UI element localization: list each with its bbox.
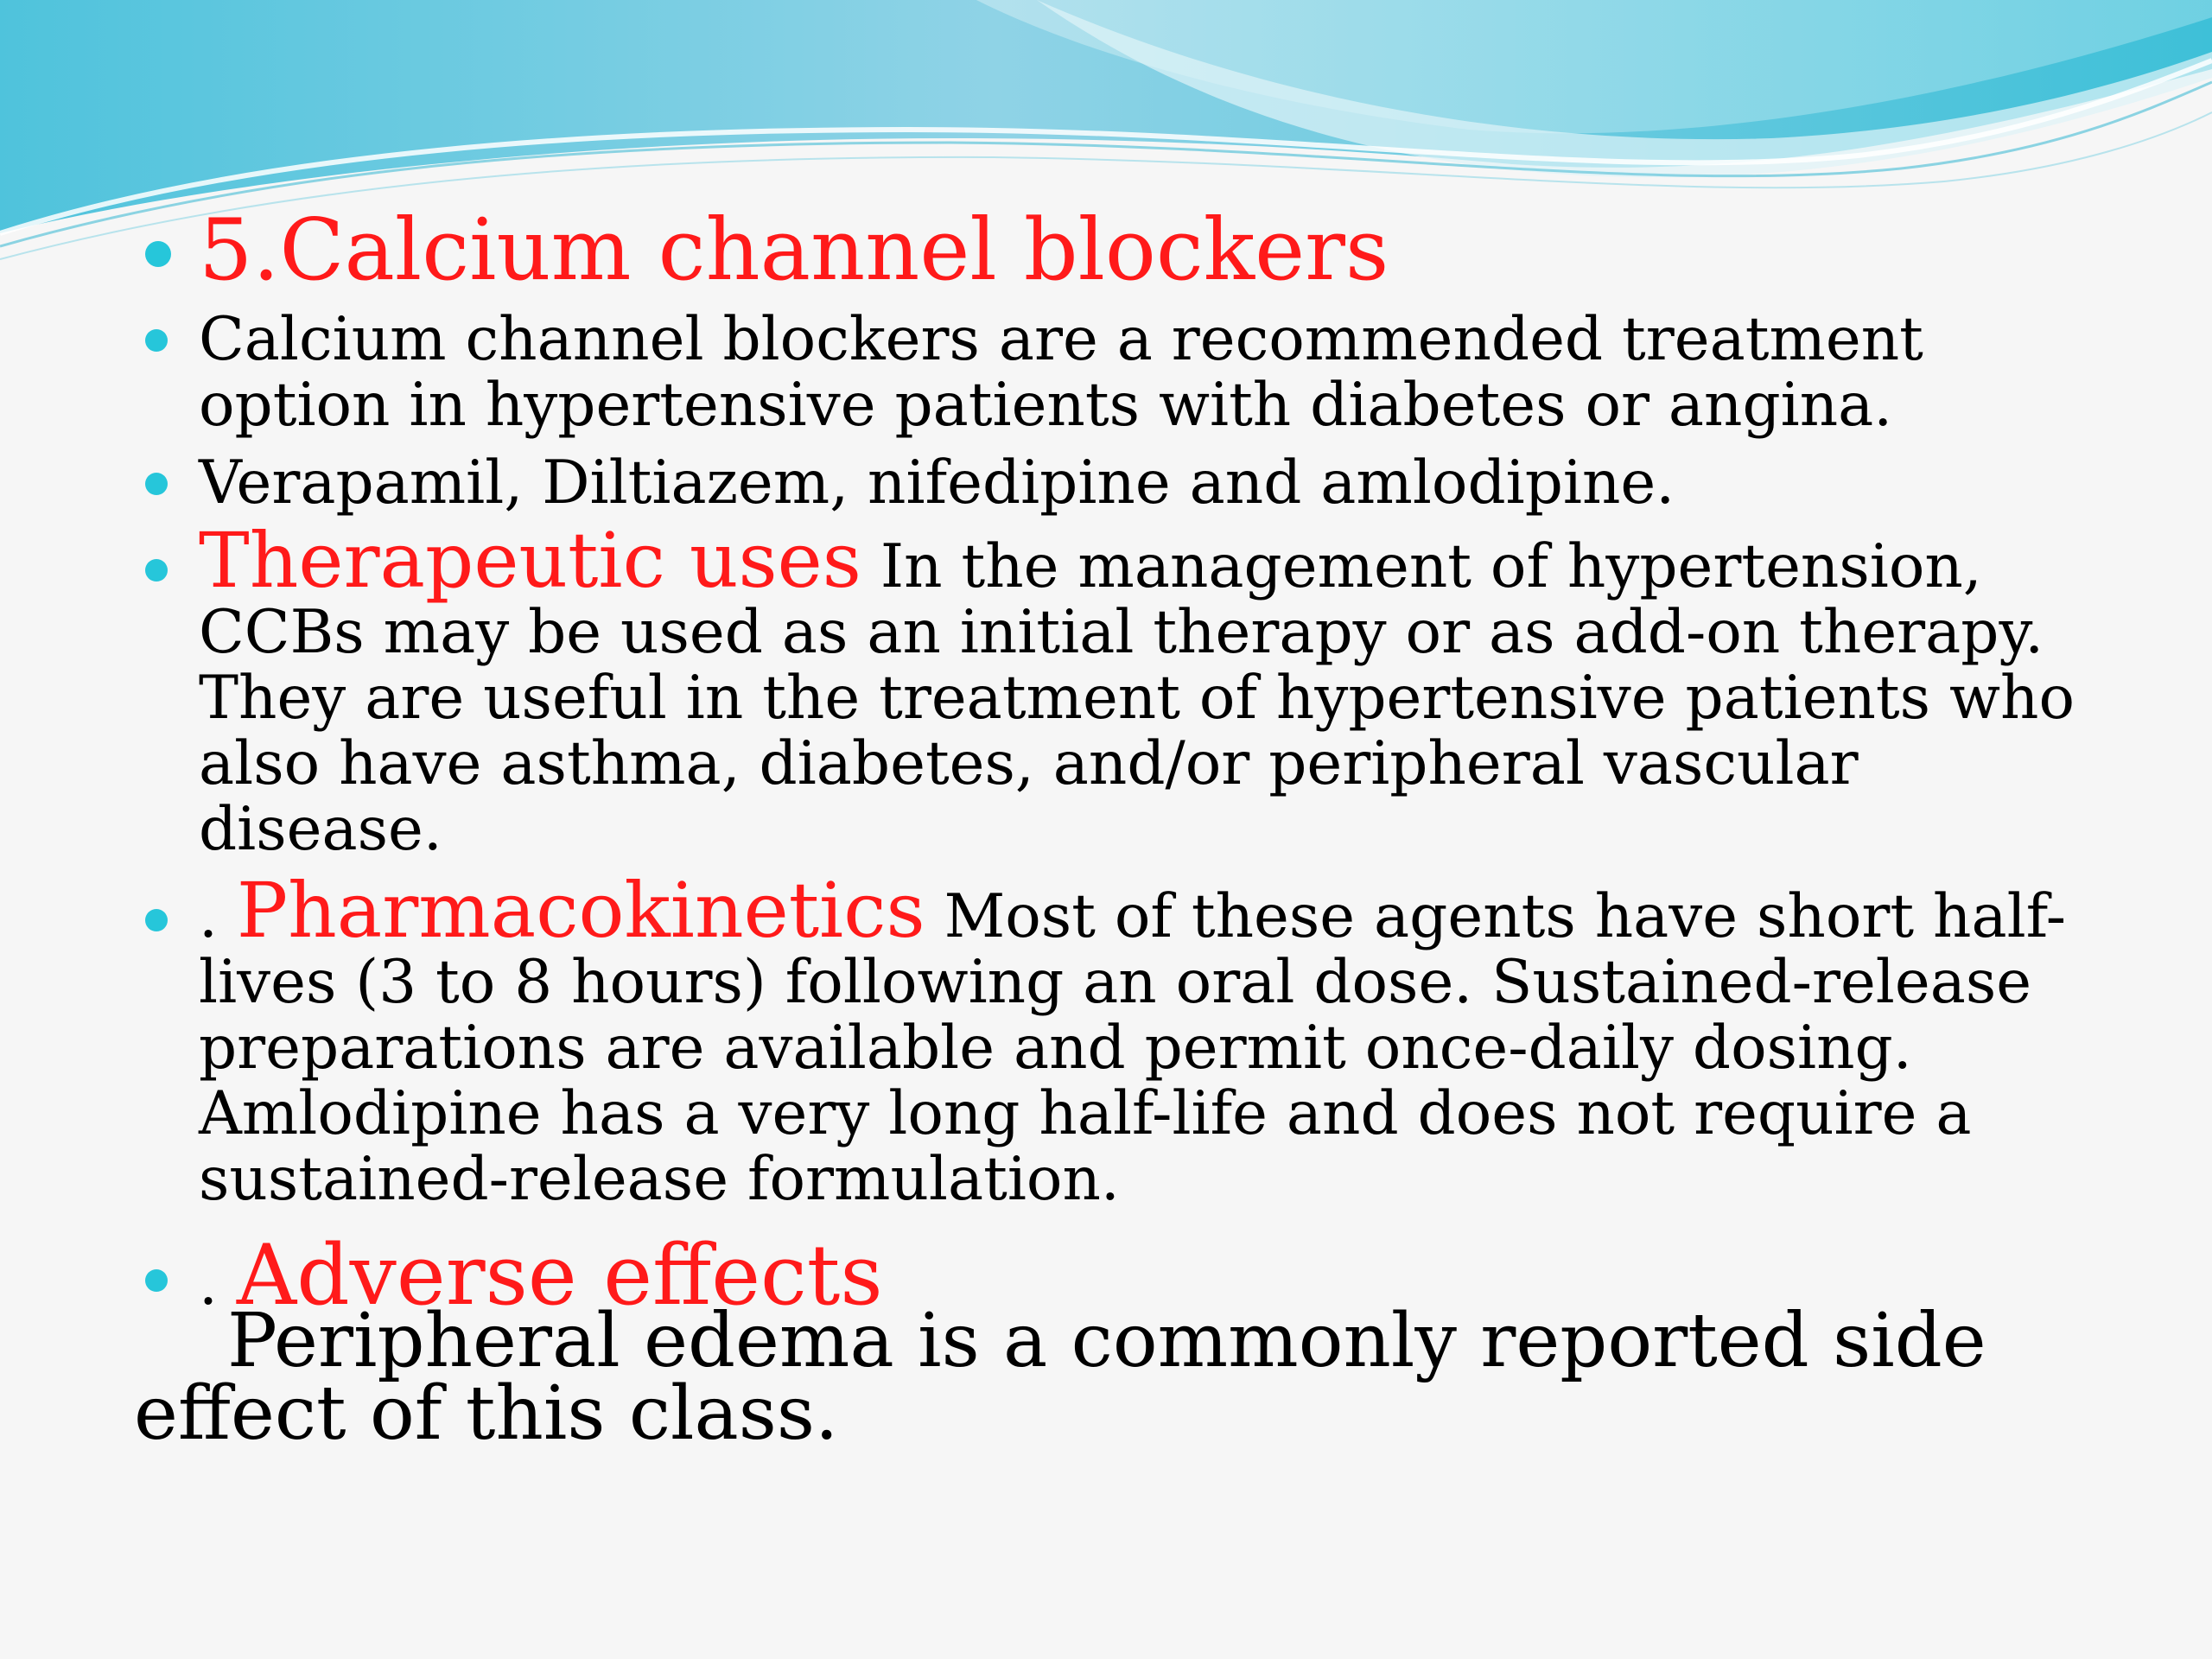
bullet-dot-icon [145, 241, 171, 267]
bullet-therapeutic-uses [138, 516, 2091, 864]
section-heading-therapeutic-uses: Therapeutic uses [199, 516, 861, 605]
slide-content [138, 203, 2091, 1332]
bullet-text: Calcium channel blockers are a recommended treatment option in hypertensive patients with diabetes or angina. [199, 305, 1923, 440]
slide-title: 5.Calcium channel blockers [199, 201, 1389, 300]
bullet-prefix: . [199, 882, 237, 951]
bullet-dot-icon [145, 329, 168, 352]
bullet-prefix: . [199, 1249, 237, 1319]
bullet-drug-list [138, 450, 2091, 516]
bullet-title [138, 203, 2091, 298]
adverse-effects-text: Peripheral edema is a commonly reported side effect of this class. [134, 1298, 1986, 1457]
section-heading-adverse-effects: Adverse effects [236, 1227, 883, 1324]
section-text-pharmacokinetics: Most of these agents have short half-lives (3 to 8 hours) following an oral dose. Sustained-release preparations are available and permit once-daily dosing. Amlodipine has a very long half-life and does not require a sustained-release formulation. [199, 882, 2067, 1214]
bullet-dot-icon [145, 909, 168, 931]
bullet-dot-icon [145, 559, 168, 582]
bullet-text: Verapamil, Diltiazem, nifedipine and amlodipine. [199, 448, 1675, 518]
bullet-pharmacokinetics [138, 866, 2091, 1214]
bullet-dot-icon [145, 473, 168, 495]
bullet-recommendation [138, 307, 2091, 438]
bullet-dot-icon [145, 1269, 168, 1292]
section-heading-pharmacokinetics: Pharmacokinetics [236, 866, 925, 955]
section-text-therapeutic-uses: In the management of hypertension, CCBs may be used as an initial therapy or as add-on therapy. They are useful in the treatment of hypertensive patients who also have asthma, diabetes, and/or peripheral vascular disease. [199, 532, 2075, 864]
